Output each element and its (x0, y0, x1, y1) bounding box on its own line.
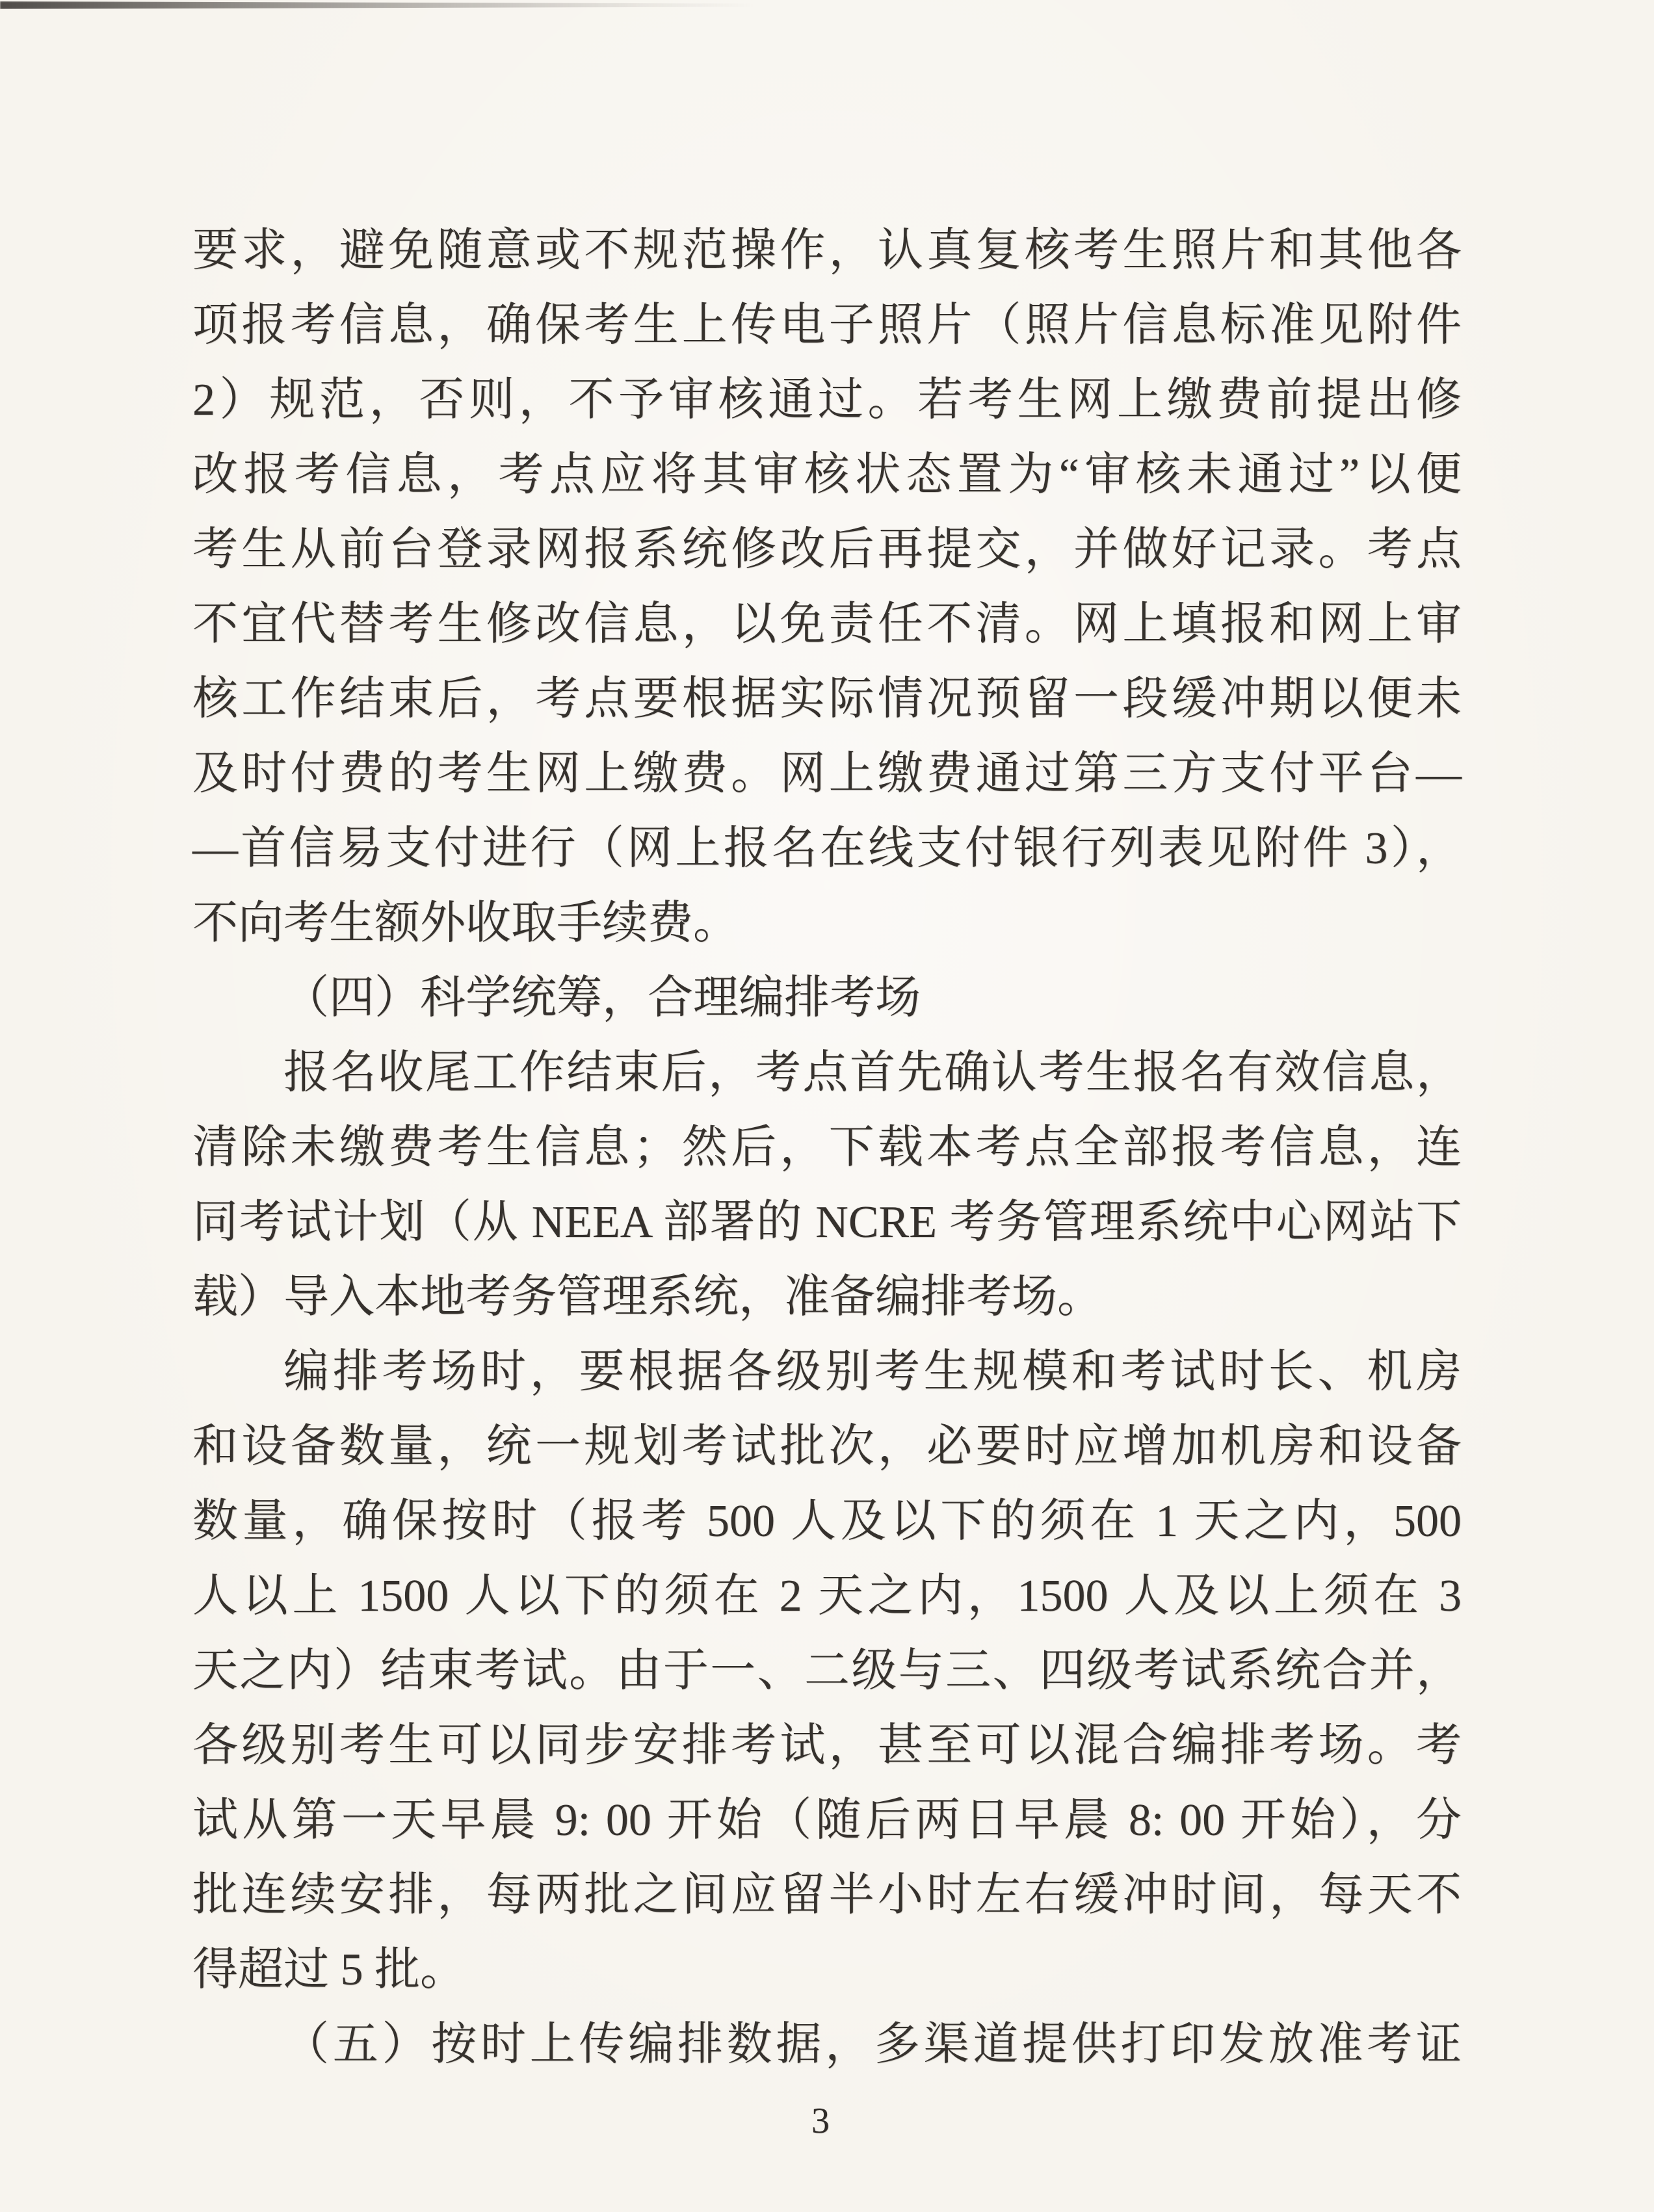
text-line: 不宜代替考生修改信息，以免责任不清。网上填报和网上审 (192, 599, 1462, 649)
text-line: 报名收尾工作结束后，考点首先确认考生报名有效信息， (283, 1048, 1462, 1098)
text-line: 载）导入本地考务管理系统，准备编排考场。 (192, 1272, 1103, 1322)
text-line: —首信易支付进行（网上报名在线支付银行列表见附件 3）， (192, 824, 1462, 874)
text-line: 核工作结束后，考点要根据实际情况预留一段缓冲期以便未 (192, 674, 1462, 724)
text-line: 2）规范，否则，不予审核通过。若考生网上缴费前提出修 (192, 375, 1462, 425)
text-line: 及时付费的考生网上缴费。网上缴费通过第三方支付平台— (192, 749, 1462, 799)
text-line: （五）按时上传编排数据，多渠道提供打印发放准考证 (283, 2020, 1462, 2070)
text-line: 各级别考生可以同步安排考试，甚至可以混合编排考场。考 (192, 1721, 1462, 1771)
text-line: 数量，确保按时（报考 500 人及以下的须在 1 天之内，500 (192, 1496, 1462, 1546)
text-line: 批连续安排，每两批之间应留半小时左右缓冲时间，每天不 (192, 1870, 1462, 1920)
text-line: 考生从前台登录网报系统修改后再提交，并做好记录。考点 (192, 525, 1462, 575)
text-line: 项报考信息，确保考生上传电子照片（照片信息标准见附件 (192, 300, 1462, 350)
text-line: 不向考生额外收取手续费。 (192, 898, 739, 948)
text-line: 同考试计划（从 NEEA 部署的 NCRE 考务管理系统中心网站下 (192, 1197, 1462, 1247)
text-line: （四）科学统筹，合理编排考场 (283, 973, 921, 1023)
text-line: 编排考场时，要根据各级别考生规模和考试时长、机房 (283, 1347, 1462, 1397)
text-line: 人以上 1500 人以下的须在 2 天之内，1500 人及以上须在 3 (192, 1571, 1462, 1621)
text-line: 改报考信息，考点应将其审核状态置为“审核未通过”以便 (192, 450, 1462, 500)
text-line: 要求，避免随意或不规范操作，认真复核考生照片和其他各 (192, 226, 1462, 276)
document-lines (192, 213, 1462, 2082)
text-line: 清除未缴费考生信息；然后，下载本考点全部报考信息，连 (192, 1123, 1462, 1173)
scan-artifact-line (0, 1, 754, 9)
text-line: 试从第一天早晨 9: 00 开始（随后两日早晨 8: 00 开始），分 (192, 1795, 1462, 1845)
text-line: 天之内）结束考试。由于一、二级与三、四级考试系统合并， (192, 1646, 1462, 1696)
page-number: 3 (811, 2101, 830, 2141)
text-line: 和设备数量，统一规划考试批次，必要时应增加机房和设备 (192, 1422, 1462, 1472)
text-line: 得超过 5 批。 (192, 1945, 466, 1995)
